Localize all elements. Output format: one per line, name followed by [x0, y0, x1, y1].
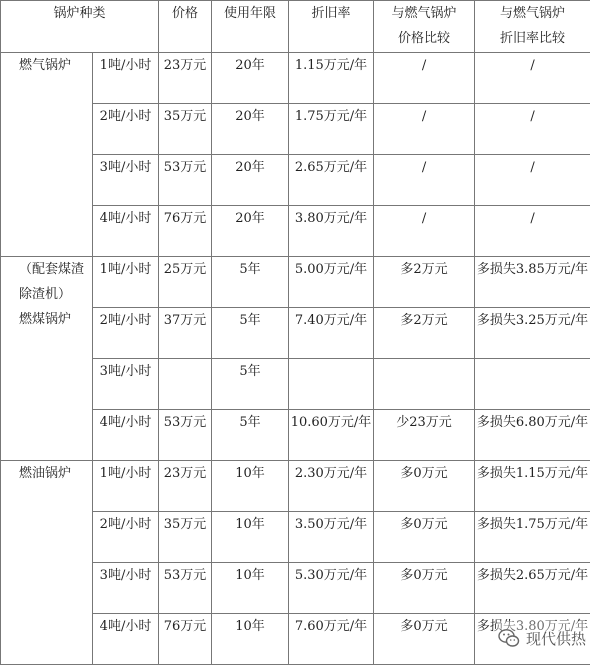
price-compare-cell: 多0万元 — [374, 563, 475, 614]
lifespan-cell: 20年 — [212, 53, 289, 104]
wechat-icon — [497, 626, 521, 650]
price-cell: 76万元 — [159, 206, 212, 257]
depreciation-cell: 1.75万元/年 — [289, 104, 374, 155]
price-cell: 76万元 — [159, 614, 212, 665]
depreciation-cell: 3.50万元/年 — [289, 512, 374, 563]
header-lifespan: 使用年限 — [212, 1, 289, 53]
price-compare-cell — [374, 359, 475, 410]
header-depreciation: 折旧率 — [289, 1, 374, 53]
depreciation-cell: 7.60万元/年 — [289, 614, 374, 665]
price-compare-cell: 多0万元 — [374, 614, 475, 665]
capacity-cell: 3吨/小时 — [93, 359, 159, 410]
price-compare-cell: / — [374, 206, 475, 257]
depreciation-compare-cell: / — [475, 206, 590, 257]
capacity-cell: 2吨/小时 — [93, 512, 159, 563]
price-compare-cell: / — [374, 53, 475, 104]
lifespan-cell: 20年 — [212, 104, 289, 155]
price-cell: 53万元 — [159, 563, 212, 614]
lifespan-cell: 5年 — [212, 257, 289, 308]
capacity-cell: 3吨/小时 — [93, 563, 159, 614]
depreciation-cell: 7.40万元/年 — [289, 308, 374, 359]
table-row — [1, 257, 590, 308]
price-cell — [159, 359, 212, 410]
price-compare-cell: 多2万元 — [374, 257, 475, 308]
capacity-cell: 1吨/小时 — [93, 53, 159, 104]
lifespan-cell: 20年 — [212, 155, 289, 206]
price-cell: 23万元 — [159, 461, 212, 512]
depreciation-cell: 2.30万元/年 — [289, 461, 374, 512]
table-row — [1, 53, 590, 104]
price-compare-cell: / — [374, 104, 475, 155]
capacity-cell: 3吨/小时 — [93, 155, 159, 206]
table-body — [1, 53, 590, 665]
depreciation-compare-cell: / — [475, 155, 590, 206]
depreciation-compare-cell: 多损失3.25万元/年 — [475, 308, 590, 359]
category-cell: 燃油锅炉 — [1, 461, 93, 665]
header-depreciation-compare: 与燃气锅炉 折旧率比较 — [475, 1, 590, 53]
depreciation-cell: 5.00万元/年 — [289, 257, 374, 308]
depreciation-compare-cell: 多损失1.15万元/年 — [475, 461, 590, 512]
category-cell: （配套煤渣 除渣机） 燃煤锅炉 — [1, 257, 93, 461]
price-cell: 23万元 — [159, 53, 212, 104]
depreciation-compare-cell: 多损失3.80万元/年 — [475, 614, 590, 665]
header-category: 锅炉种类 — [1, 1, 159, 53]
depreciation-cell: 10.60万元/年 — [289, 410, 374, 461]
lifespan-cell: 10年 — [212, 614, 289, 665]
depreciation-compare-cell — [475, 359, 590, 410]
depreciation-compare-cell: / — [475, 53, 590, 104]
capacity-cell: 4吨/小时 — [93, 206, 159, 257]
header-price: 价格 — [159, 1, 212, 53]
depreciation-compare-cell: 多损失1.75万元/年 — [475, 512, 590, 563]
price-compare-cell: 多0万元 — [374, 512, 475, 563]
lifespan-cell: 20年 — [212, 206, 289, 257]
depreciation-cell: 3.80万元/年 — [289, 206, 374, 257]
header-price-compare: 与燃气锅炉 价格比较 — [374, 1, 475, 53]
depreciation-cell — [289, 359, 374, 410]
lifespan-cell: 10年 — [212, 461, 289, 512]
category-cell: 燃气锅炉 — [1, 53, 93, 257]
watermark-text: 现代供热 — [526, 628, 586, 649]
depreciation-cell: 2.65万元/年 — [289, 155, 374, 206]
price-compare-cell: 多2万元 — [374, 308, 475, 359]
depreciation-compare-cell: 多损失2.65万元/年 — [475, 563, 590, 614]
depreciation-compare-cell: / — [475, 104, 590, 155]
capacity-cell: 2吨/小时 — [93, 104, 159, 155]
price-cell: 53万元 — [159, 410, 212, 461]
capacity-cell: 4吨/小时 — [93, 410, 159, 461]
lifespan-cell: 5年 — [212, 308, 289, 359]
price-cell: 53万元 — [159, 155, 212, 206]
capacity-cell: 2吨/小时 — [93, 308, 159, 359]
price-compare-cell: 少23万元 — [374, 410, 475, 461]
capacity-cell: 1吨/小时 — [93, 257, 159, 308]
lifespan-cell: 5年 — [212, 410, 289, 461]
lifespan-cell: 10年 — [212, 512, 289, 563]
depreciation-cell: 5.30万元/年 — [289, 563, 374, 614]
price-cell: 37万元 — [159, 308, 212, 359]
header-row — [1, 1, 590, 53]
lifespan-cell: 10年 — [212, 563, 289, 614]
price-compare-cell: 多0万元 — [374, 461, 475, 512]
price-compare-cell: / — [374, 155, 475, 206]
watermark — [497, 621, 586, 655]
table-row — [1, 461, 590, 512]
capacity-cell: 1吨/小时 — [93, 461, 159, 512]
depreciation-compare-cell: 多损失6.80万元/年 — [475, 410, 590, 461]
price-cell: 35万元 — [159, 104, 212, 155]
depreciation-compare-cell: 多损失3.85万元/年 — [475, 257, 590, 308]
depreciation-cell: 1.15万元/年 — [289, 53, 374, 104]
price-cell: 35万元 — [159, 512, 212, 563]
price-cell: 25万元 — [159, 257, 212, 308]
capacity-cell: 4吨/小时 — [93, 614, 159, 665]
lifespan-cell: 5年 — [212, 359, 289, 410]
